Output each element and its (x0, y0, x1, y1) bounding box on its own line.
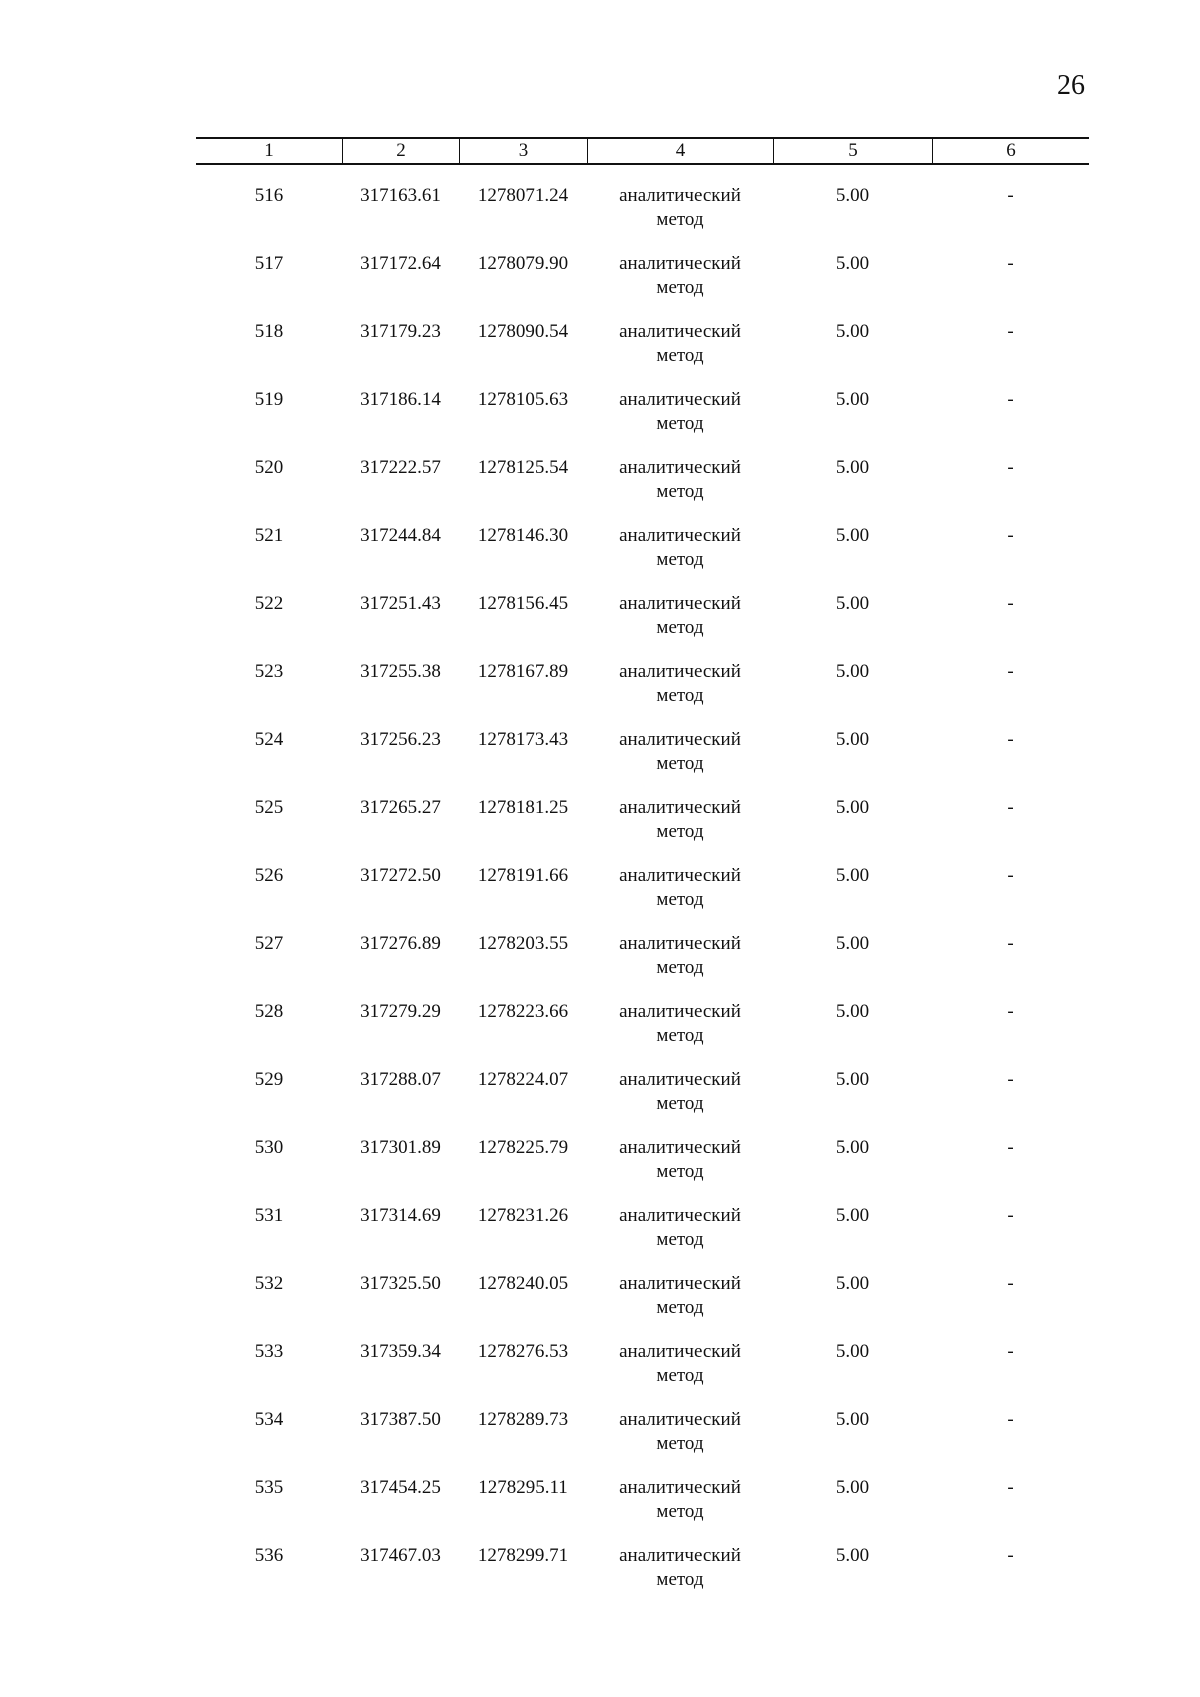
table-header (196, 137, 1089, 165)
cell-note: - (1007, 1273, 1014, 1294)
table-row (196, 456, 1089, 524)
cell-note: - (1007, 185, 1014, 206)
page-number: 26 (1057, 70, 1085, 101)
cell-note: - (1007, 1409, 1014, 1430)
cell-point-number: 518 (254, 321, 284, 342)
header-col-6: 6 (932, 139, 1089, 163)
cell-point-number: 530 (254, 1137, 284, 1158)
method-line-2: метод (656, 1025, 704, 1046)
table-row (196, 932, 1089, 1000)
table-row (196, 796, 1089, 864)
method-line-2: метод (656, 1161, 704, 1182)
cell-method (587, 1408, 773, 1456)
cell-accuracy: 5.00 (835, 457, 870, 478)
cell-note: - (1007, 933, 1014, 954)
table-row (196, 1476, 1089, 1544)
cell-coordinate-x: 317272.50 (360, 865, 441, 886)
table-row (196, 660, 1089, 728)
cell-coordinate-y: 1278181.25 (477, 797, 569, 818)
cell-coordinate-x: 317314.69 (360, 1205, 441, 1226)
method-line-2: метод (656, 753, 704, 774)
cell-accuracy: 5.00 (835, 1001, 870, 1022)
cell-accuracy: 5.00 (835, 865, 870, 886)
cell-note: - (1007, 1069, 1014, 1090)
method-line-1: аналитический (619, 1137, 741, 1158)
method-line-2: метод (656, 1433, 704, 1454)
cell-coordinate-x: 317276.89 (360, 933, 441, 954)
cell-coordinate-x: 317359.34 (360, 1341, 441, 1362)
cell-accuracy: 5.00 (835, 321, 870, 342)
table-row (196, 1272, 1089, 1340)
cell-accuracy: 5.00 (835, 253, 870, 274)
cell-method (587, 1544, 773, 1592)
cell-note: - (1007, 321, 1014, 342)
cell-note: - (1007, 797, 1014, 818)
method-line-1: аналитический (619, 933, 741, 954)
cell-coordinate-x: 317172.64 (360, 253, 441, 274)
cell-coordinate-x: 317454.25 (360, 1477, 441, 1498)
method-line-2: метод (656, 957, 704, 978)
cell-accuracy: 5.00 (835, 1545, 870, 1566)
cell-point-number: 521 (254, 525, 284, 546)
method-line-2: метод (656, 617, 704, 638)
cell-note: - (1007, 1205, 1014, 1226)
cell-coordinate-x: 317163.61 (360, 185, 441, 206)
cell-coordinate-x: 317255.38 (360, 661, 441, 682)
method-line-2: метод (656, 1093, 704, 1114)
cell-point-number: 532 (254, 1273, 284, 1294)
method-line-2: метод (656, 481, 704, 502)
cell-method (587, 184, 773, 232)
cell-method (587, 252, 773, 300)
cell-coordinate-x: 317279.29 (360, 1001, 441, 1022)
cell-note: - (1007, 457, 1014, 478)
method-line-1: аналитический (619, 661, 741, 682)
cell-coordinate-y: 1278071.24 (477, 185, 569, 206)
cell-coordinate-y: 1278231.26 (477, 1205, 569, 1226)
method-line-1: аналитический (619, 1001, 741, 1022)
cell-method (587, 388, 773, 436)
cell-accuracy: 5.00 (835, 1341, 870, 1362)
cell-coordinate-y: 1278299.71 (477, 1545, 569, 1566)
table-row (196, 1204, 1089, 1272)
cell-accuracy: 5.00 (835, 1069, 870, 1090)
method-line-2: метод (656, 1229, 704, 1250)
cell-coordinate-y: 1278173.43 (477, 729, 569, 750)
cell-method (587, 932, 773, 980)
table-row (196, 320, 1089, 388)
cell-accuracy: 5.00 (835, 1137, 870, 1158)
cell-note: - (1007, 1545, 1014, 1566)
cell-note: - (1007, 1001, 1014, 1022)
header-col-4: 4 (587, 139, 773, 163)
cell-method (587, 320, 773, 368)
cell-note: - (1007, 389, 1014, 410)
table-row (196, 1544, 1089, 1612)
cell-accuracy: 5.00 (835, 933, 870, 954)
cell-point-number: 531 (254, 1205, 284, 1226)
cell-method (587, 1204, 773, 1252)
method-line-2: метод (656, 1365, 704, 1386)
method-line-2: метод (656, 1501, 704, 1522)
cell-accuracy: 5.00 (835, 661, 870, 682)
cell-accuracy: 5.00 (835, 729, 870, 750)
cell-coordinate-x: 317222.57 (360, 457, 441, 478)
cell-method (587, 796, 773, 844)
method-line-2: метод (656, 345, 704, 366)
cell-coordinate-x: 317325.50 (360, 1273, 441, 1294)
table-row (196, 864, 1089, 932)
cell-point-number: 517 (254, 253, 284, 274)
cell-coordinate-y: 1278240.05 (477, 1273, 569, 1294)
table-row (196, 592, 1089, 660)
cell-point-number: 524 (254, 729, 284, 750)
cell-coordinate-y: 1278224.07 (477, 1069, 569, 1090)
cell-coordinate-y: 1278223.66 (477, 1001, 569, 1022)
method-line-1: аналитический (619, 525, 741, 546)
cell-coordinate-x: 317251.43 (360, 593, 441, 614)
cell-accuracy: 5.00 (835, 1273, 870, 1294)
method-line-2: метод (656, 277, 704, 298)
header-col-1: 1 (264, 140, 274, 161)
method-line-1: аналитический (619, 1545, 741, 1566)
method-line-1: аналитический (619, 729, 741, 750)
cell-coordinate-y: 1278295.11 (478, 1477, 568, 1498)
cell-coordinate-y: 1278156.45 (477, 593, 569, 614)
cell-point-number: 519 (254, 389, 284, 410)
cell-method (587, 1340, 773, 1388)
method-line-1: аналитический (619, 593, 741, 614)
table-row (196, 1068, 1089, 1136)
table-row (196, 728, 1089, 796)
cell-method (587, 456, 773, 504)
cell-method (587, 864, 773, 912)
cell-coordinate-x: 317244.84 (360, 525, 441, 546)
cell-coordinate-x: 317179.23 (360, 321, 441, 342)
cell-coordinate-y: 1278105.63 (477, 389, 569, 410)
method-line-1: аналитический (619, 321, 741, 342)
method-line-2: метод (656, 209, 704, 230)
cell-point-number: 528 (254, 1001, 284, 1022)
method-line-2: метод (656, 1569, 704, 1590)
table-row (196, 388, 1089, 456)
cell-method (587, 1136, 773, 1184)
cell-coordinate-x: 317186.14 (360, 389, 441, 410)
cell-coordinate-x: 317288.07 (360, 1069, 441, 1090)
cell-point-number: 527 (254, 933, 284, 954)
table-row (196, 1340, 1089, 1408)
cell-note: - (1007, 253, 1014, 274)
cell-note: - (1007, 593, 1014, 614)
cell-coordinate-y: 1278191.66 (477, 865, 569, 886)
cell-coordinate-x: 317387.50 (360, 1409, 441, 1430)
cell-method (587, 524, 773, 572)
cell-note: - (1007, 729, 1014, 750)
method-line-2: метод (656, 889, 704, 910)
cell-point-number: 534 (254, 1409, 284, 1430)
method-line-2: метод (656, 821, 704, 842)
method-line-2: метод (656, 413, 704, 434)
cell-method (587, 728, 773, 776)
method-line-1: аналитический (619, 1477, 741, 1498)
cell-point-number: 529 (254, 1069, 284, 1090)
cell-coordinate-y: 1278276.53 (477, 1341, 569, 1362)
cell-method (587, 1476, 773, 1524)
cell-accuracy: 5.00 (835, 1409, 870, 1430)
cell-method (587, 1068, 773, 1116)
method-line-1: аналитический (619, 1205, 741, 1226)
header-col-2: 2 (342, 139, 459, 163)
method-line-1: аналитический (619, 185, 741, 206)
cell-accuracy: 5.00 (835, 797, 870, 818)
cell-accuracy: 5.00 (835, 525, 870, 546)
table-row (196, 1408, 1089, 1476)
table-row (196, 1000, 1089, 1068)
table-row (196, 184, 1089, 252)
cell-accuracy: 5.00 (835, 593, 870, 614)
table-row (196, 524, 1089, 592)
cell-point-number: 525 (254, 797, 284, 818)
method-line-1: аналитический (619, 1341, 741, 1362)
cell-coordinate-x: 317265.27 (360, 797, 441, 818)
cell-coordinate-y: 1278225.79 (477, 1137, 569, 1158)
method-line-1: аналитический (619, 457, 741, 478)
cell-coordinate-y: 1278079.90 (477, 253, 569, 274)
cell-point-number: 535 (254, 1477, 284, 1498)
table-row (196, 252, 1089, 320)
cell-method (587, 1000, 773, 1048)
cell-note: - (1007, 1137, 1014, 1158)
method-line-2: метод (656, 549, 704, 570)
cell-note: - (1007, 1477, 1014, 1498)
cell-note: - (1007, 1341, 1014, 1362)
cell-coordinate-y: 1278203.55 (477, 933, 569, 954)
header-col-3: 3 (459, 139, 587, 163)
cell-point-number: 522 (254, 593, 284, 614)
method-line-1: аналитический (619, 865, 741, 886)
method-line-1: аналитический (619, 797, 741, 818)
method-line-1: аналитический (619, 1069, 741, 1090)
method-line-1: аналитический (619, 1273, 741, 1294)
cell-method (587, 592, 773, 640)
cell-point-number: 533 (254, 1341, 284, 1362)
header-col-5: 5 (773, 139, 932, 163)
cell-note: - (1007, 865, 1014, 886)
cell-point-number: 523 (254, 661, 284, 682)
method-line-1: аналитический (619, 253, 741, 274)
cell-coordinate-x: 317256.23 (360, 729, 441, 750)
table-body (196, 184, 1089, 1612)
cell-method (587, 1272, 773, 1320)
method-line-2: метод (656, 1297, 704, 1318)
cell-note: - (1007, 525, 1014, 546)
cell-point-number: 520 (254, 457, 284, 478)
cell-accuracy: 5.00 (835, 389, 870, 410)
cell-coordinate-y: 1278289.73 (477, 1409, 569, 1430)
method-line-1: аналитический (619, 389, 741, 410)
cell-point-number: 516 (254, 185, 284, 206)
cell-note: - (1007, 661, 1014, 682)
cell-accuracy: 5.00 (835, 1205, 870, 1226)
cell-point-number: 526 (254, 865, 284, 886)
cell-accuracy: 5.00 (835, 185, 870, 206)
cell-coordinate-y: 1278167.89 (477, 661, 569, 682)
cell-coordinate-x: 317467.03 (360, 1545, 441, 1566)
cell-coordinate-y: 1278090.54 (477, 321, 569, 342)
method-line-2: метод (656, 685, 704, 706)
table-row (196, 1136, 1089, 1204)
cell-point-number: 536 (254, 1545, 284, 1566)
cell-coordinate-y: 1278125.54 (477, 457, 569, 478)
cell-coordinate-y: 1278146.30 (477, 525, 569, 546)
method-line-1: аналитический (619, 1409, 741, 1430)
cell-method (587, 660, 773, 708)
cell-coordinate-x: 317301.89 (360, 1137, 441, 1158)
cell-accuracy: 5.00 (835, 1477, 870, 1498)
